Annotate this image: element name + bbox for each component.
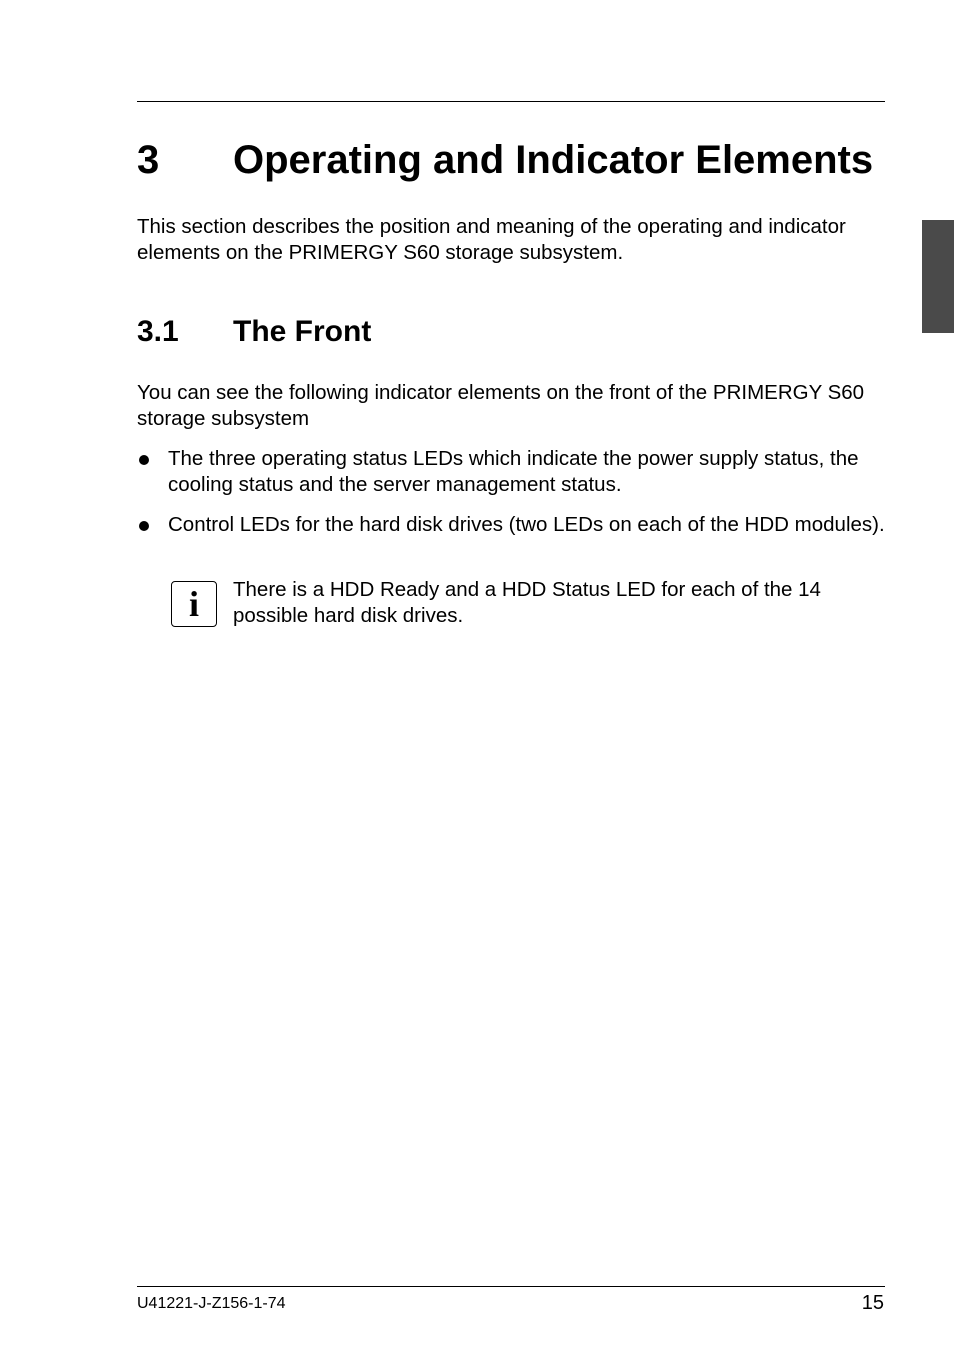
header-rule <box>137 101 885 102</box>
bullet-icon <box>139 455 149 465</box>
section-title: The Front <box>233 315 372 348</box>
section-heading <box>137 313 371 351</box>
bullet-icon <box>139 521 149 531</box>
list-item-text: The three operating status LEDs which indicate the power supply status, the cooling status and the server management status. <box>168 447 859 496</box>
list-item-text: Control LEDs for the hard disk drives (two LEDs on each of the HDD modules). <box>168 513 885 536</box>
footer-rule <box>137 1286 885 1287</box>
chapter-title: Operating and Indicator Elements <box>233 138 874 182</box>
chapter-thumb-tab <box>922 220 954 333</box>
intro-paragraph: This section describes the position and meaning of the operating and indicator elements on the PRIMERGY S60 storage subsystem. <box>137 215 846 264</box>
chapter-heading <box>137 136 897 184</box>
note-text: There is a HDD Ready and a HDD Status LED for each of the 14 possible hard disk drives. <box>233 578 821 627</box>
lead-paragraph: You can see the following indicator elements on the front of the PRIMERGY S60 storage subsystem <box>137 381 865 430</box>
info-icon: i <box>171 581 217 627</box>
page-number: 15 <box>861 1292 884 1314</box>
chapter-number: 3 <box>137 138 160 182</box>
section-number: 3.1 <box>137 315 179 348</box>
document-code: U41221-J-Z156-1-74 <box>137 1295 286 1312</box>
